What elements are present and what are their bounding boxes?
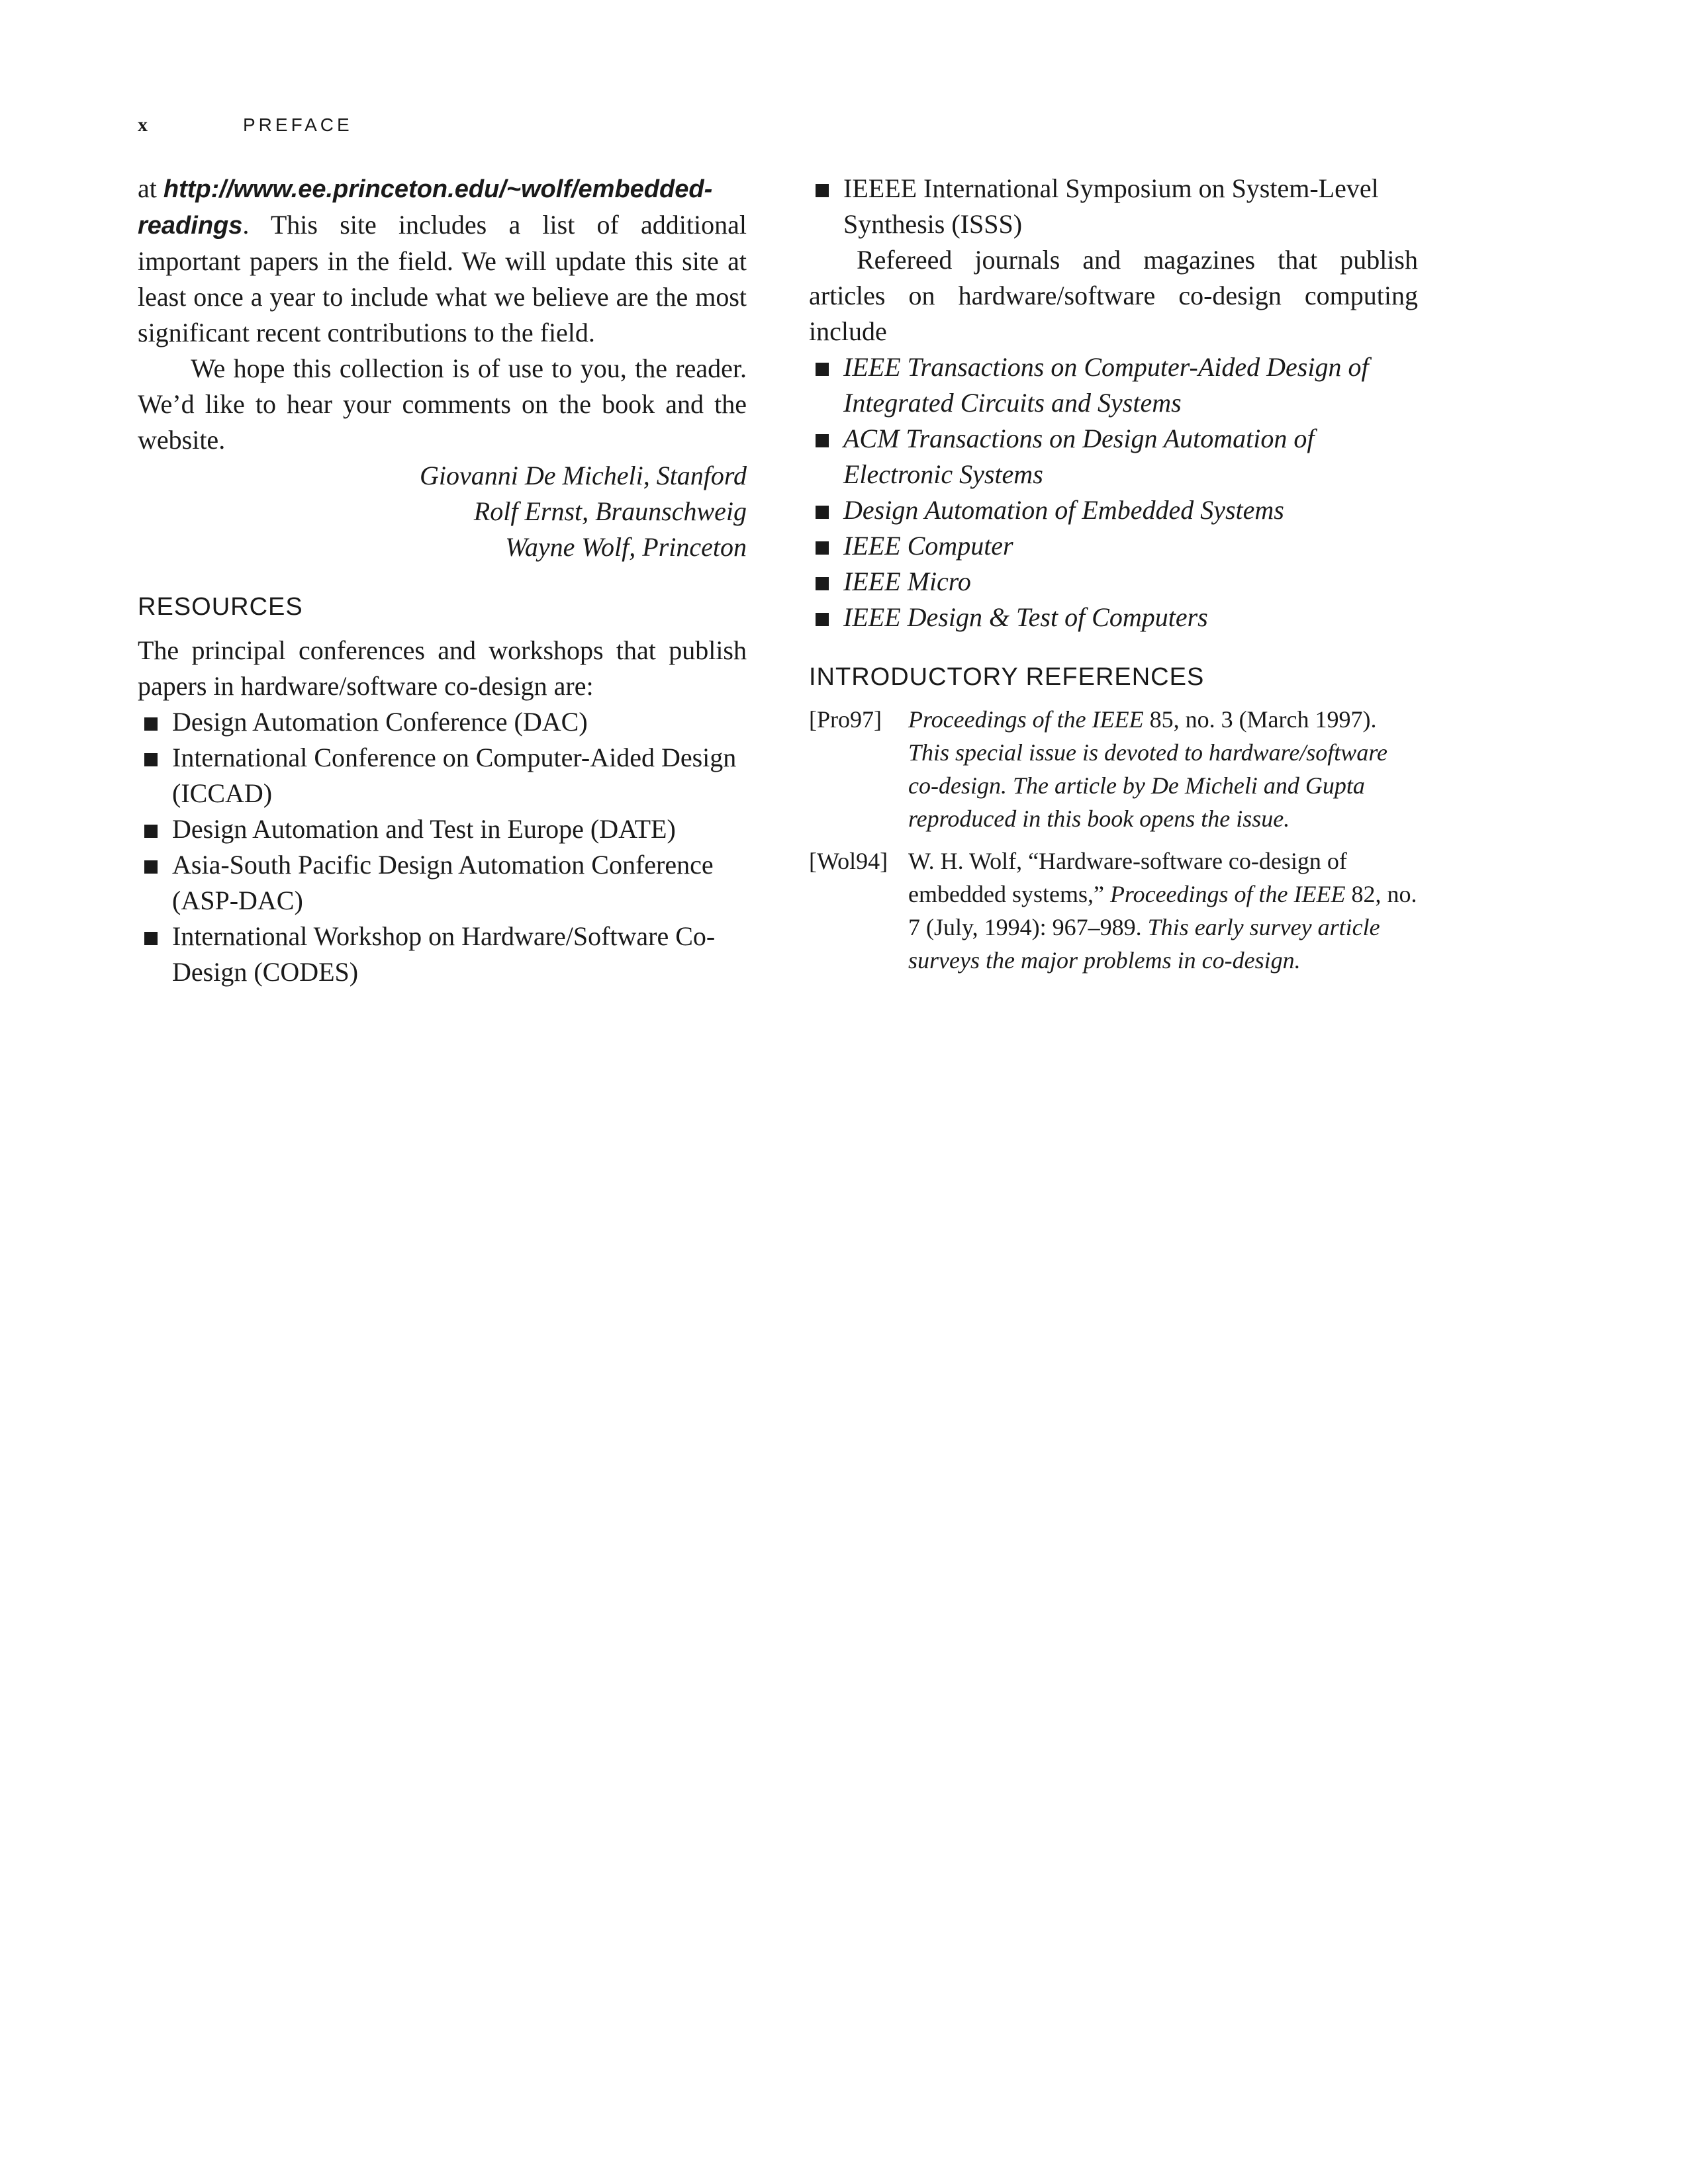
conference-list-continued xyxy=(809,171,1418,242)
reference-body: Proceedings of the IEEE 85, no. 3 (March 1997). This special issue is devoted to hardware/software co-design. The article by De Micheli and Gupta reproduced in this book opens the issue. xyxy=(908,706,1387,832)
website-paragraph: at http://www.ee.princeton.edu/~wolf/embedded- readings. This site includes a list of additional important papers in the field. We will update this site at least once a year to include what we believe are the most significant recent contributions to the field. xyxy=(138,173,747,347)
bullet-square-icon xyxy=(816,363,829,376)
bullet-square-icon xyxy=(816,434,829,447)
bullet-square-icon xyxy=(816,506,829,519)
bullet-square-icon xyxy=(816,577,829,590)
list-item: Design Automation of Embedded Systems xyxy=(809,492,1418,528)
list-item: IEEE Design & Test of Computers xyxy=(809,600,1418,635)
right-column xyxy=(809,171,1418,986)
running-head xyxy=(138,114,353,136)
bullet-square-icon xyxy=(816,613,829,626)
list-item: IEEEE International Symposium on System-Level Synthesis (ISSS) xyxy=(809,171,1418,242)
signature-block xyxy=(138,458,747,565)
bullet-square-icon xyxy=(144,753,158,766)
references-heading: INTRODUCTORY REFERENCES xyxy=(809,663,1205,691)
reference-key: [Pro97] xyxy=(809,706,882,733)
list-item: IEEE Micro xyxy=(809,564,1418,600)
signature-line: Giovanni De Micheli, Stanford xyxy=(420,461,747,490)
reference-entry xyxy=(809,844,1418,977)
list-item: IEEE Transactions on Computer-Aided Design of Integrated Circuits and Systems xyxy=(809,349,1418,421)
bullet-square-icon xyxy=(144,860,158,874)
conference-list xyxy=(138,704,747,990)
bullet-square-icon xyxy=(144,717,158,731)
journal-list xyxy=(809,349,1418,635)
bullet-square-icon xyxy=(816,184,829,197)
bullet-square-icon xyxy=(144,825,158,838)
reference-body: W. H. Wolf, “Hardware-software co-design of embedded systems,” Proceedings of the IEEE 82, no. 7 (July, 1994): 967–989. This early survey article surveys the major problems in co-design. xyxy=(908,848,1417,974)
website-url[interactable]: http://www.ee.princeton.edu/~wolf/embedded- readings xyxy=(138,175,713,240)
resources-heading: RESOURCES xyxy=(138,593,303,621)
bullet-square-icon xyxy=(144,932,158,945)
signature-line: Rolf Ernst, Braunschweig xyxy=(473,496,747,526)
resources-intro: The principal conferences and workshops that publish papers in hardware/software co-design are: xyxy=(138,635,747,701)
running-title: PREFACE xyxy=(243,114,353,135)
reference-key: [Wol94] xyxy=(809,848,888,874)
list-item: IEEE Computer xyxy=(809,528,1418,564)
list-item: Design Automation and Test in Europe (DATE) xyxy=(138,811,747,847)
hope-paragraph: We hope this collection is of use to you, the reader. We’d like to hear your comments on the book and the website. xyxy=(138,353,747,455)
signature-line: Wayne Wolf, Princeton xyxy=(505,532,747,562)
list-item: International Conference on Computer-Aided Design (ICCAD) xyxy=(138,740,747,811)
list-item: ACM Transactions on Design Automation of Electronic Systems xyxy=(809,421,1418,492)
reference-list xyxy=(809,703,1418,977)
reference-entry xyxy=(809,703,1418,835)
list-item: Design Automation Conference (DAC) xyxy=(138,704,747,740)
bullet-square-icon xyxy=(816,541,829,555)
page-number: x xyxy=(138,114,150,136)
list-item: Asia-South Pacific Design Automation Conference (ASP-DAC) xyxy=(138,847,747,919)
list-item: International Workshop on Hardware/Software Co-Design (CODES) xyxy=(138,919,747,990)
journals-intro: Refereed journals and magazines that publish articles on hardware/software co-design computing include xyxy=(809,245,1418,346)
left-column xyxy=(138,171,747,990)
